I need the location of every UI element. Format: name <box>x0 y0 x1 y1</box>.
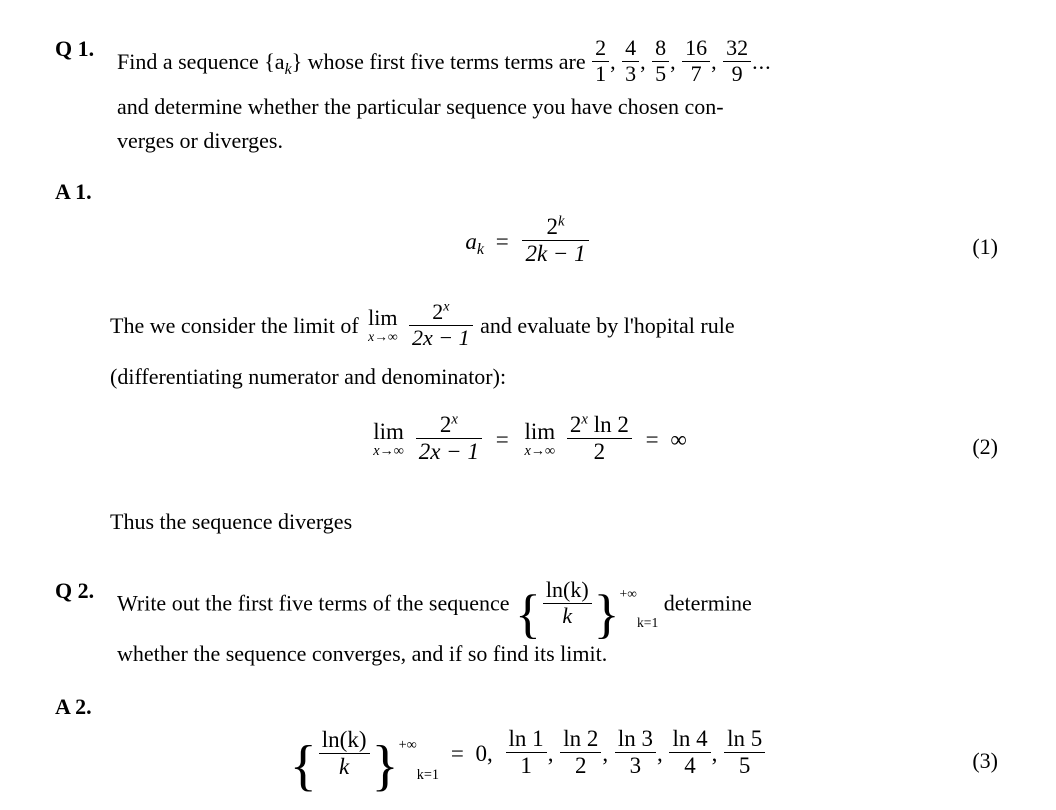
answer-1-paragraph <box>110 300 1010 393</box>
equation-3-term-3-den: 3 <box>615 752 656 779</box>
series-ellipsis: ... <box>752 49 772 75</box>
equation-3-subscript: k=1 <box>416 766 440 783</box>
series-term-4-den: 7 <box>682 61 710 87</box>
series-term-2-num: 4 <box>625 35 637 60</box>
equation-1-equals: = <box>495 228 509 254</box>
equation-2-frac1-num-base: 2 <box>439 412 452 437</box>
inline-limit-num-exponent: x <box>443 298 450 315</box>
series-term-3 <box>652 36 669 86</box>
inline-limit-den: 2x − 1 <box>409 325 473 351</box>
question-2-brace-right: } <box>593 583 620 644</box>
equation-3-equals: = <box>450 740 464 766</box>
answer-1-paragraph-line2: (differentiating numerator and denominator): <box>110 364 507 390</box>
equation-3-number: (3) <box>972 748 998 773</box>
answer-1-conclusion: Thus the sequence diverges <box>110 509 353 534</box>
equation-2-frac2-num-base: 2 <box>569 412 582 437</box>
equation-3 <box>0 726 1056 797</box>
equation-3-content <box>289 726 767 797</box>
question-1-label: Q 1. <box>55 36 95 61</box>
question-1-text-before: Find a sequence {a <box>117 49 285 75</box>
equation-3-seq-den: k <box>319 753 370 780</box>
equation-2-limit-2-sub: x→∞ <box>524 442 556 459</box>
equation-3-term-3 <box>615 726 656 779</box>
equation-3-term-4 <box>669 726 710 779</box>
equation-1-denominator: 2k − 1 <box>522 240 588 267</box>
equation-2-limit-1 <box>373 420 404 458</box>
inline-limit-main: lim <box>368 304 398 330</box>
inline-limit-num <box>409 300 473 325</box>
equation-2-number: (2) <box>972 434 998 459</box>
answer-1-text-a: The we consider the limit of <box>110 313 359 339</box>
question-2-subscript: k=1 <box>636 614 659 630</box>
equation-2-frac1-den: 2x − 1 <box>416 438 482 465</box>
equation-3-comma-1: , <box>547 740 554 766</box>
equation-3-term-5-den: 5 <box>724 752 765 779</box>
question-2-frac-num: ln(k) <box>545 577 589 602</box>
series-comma-2: , <box>640 49 646 75</box>
question-1-subscript: k <box>284 60 292 78</box>
equation-3-brace-left: { <box>289 734 317 797</box>
equation-2-frac1-num <box>416 412 482 438</box>
equation-3-term-2-num: ln 2 <box>563 726 599 751</box>
series-comma-3: , <box>670 49 676 75</box>
equation-1-num-exponent: k <box>558 213 565 230</box>
equation-2-frac2-num <box>567 412 632 438</box>
equation-2-frac2-num-exponent: x <box>581 411 588 428</box>
equation-3-brace-right: } <box>371 734 399 797</box>
equation-1-fraction <box>522 214 588 267</box>
inline-limit-operator <box>368 304 398 344</box>
equation-2 <box>0 412 1056 465</box>
equation-3-comma-3: , <box>656 740 663 766</box>
question-2-text-line2: whether the sequence converges, and if so find its limit. <box>117 640 608 666</box>
question-1-text-line1 <box>117 36 1005 86</box>
question-2-block <box>55 578 1005 669</box>
equation-3-sequence <box>289 727 440 797</box>
answer-2-label: A 2. <box>55 694 92 719</box>
question-2-label: Q 2. <box>55 578 95 603</box>
equation-1 <box>0 214 1056 267</box>
equation-3-term-1-num: ln 1 <box>508 726 544 751</box>
equation-3-term-3-num: ln 3 <box>617 726 653 751</box>
inline-limit-fraction <box>409 300 473 350</box>
series-term-3-den: 5 <box>652 61 669 87</box>
question-2-brace-left: { <box>515 583 541 644</box>
series-term-4 <box>682 36 710 86</box>
series-term-3-num: 8 <box>655 35 667 60</box>
equation-3-comma-2: , <box>602 740 609 766</box>
question-2-frac-den: k <box>543 603 592 629</box>
equation-3-term-2 <box>560 726 601 779</box>
series-comma-1: , <box>610 49 616 75</box>
equation-3-term-4-den: 4 <box>669 752 710 779</box>
question-1-series <box>591 35 772 86</box>
equation-3-seq-num: ln(k) <box>321 727 367 753</box>
series-comma-4: , <box>711 49 717 75</box>
equation-3-comma-4: , <box>711 740 718 766</box>
series-term-1-den: 1 <box>592 61 609 87</box>
equation-2-frac2-num-tail: ln 2 <box>587 412 629 437</box>
question-2-text-b: determine <box>663 590 752 616</box>
equation-1-lhs: a <box>465 228 477 254</box>
series-term-1-num: 2 <box>595 35 607 60</box>
equation-1-number: (1) <box>972 234 998 259</box>
equation-2-limit-1-sub: x→∞ <box>373 442 404 459</box>
equation-3-term-2-den: 2 <box>560 752 601 779</box>
equation-3-seq-fraction <box>319 727 370 780</box>
equation-2-frac2-den: 2 <box>567 438 632 465</box>
equation-3-term-5 <box>724 726 765 779</box>
equation-3-terms <box>505 726 767 778</box>
series-term-1 <box>592 36 609 86</box>
series-term-5-num: 32 <box>726 35 749 60</box>
equation-2-equals-1: = <box>495 426 509 452</box>
series-term-5-den: 9 <box>723 61 751 87</box>
equation-2-fraction-2 <box>567 412 632 465</box>
question-1-text-line3: verges or diverges. <box>117 127 283 153</box>
series-term-2-den: 3 <box>622 61 639 87</box>
equation-1-content <box>465 213 590 266</box>
equation-2-equals-2: = <box>645 426 659 452</box>
equation-2-limit-2-main: lim <box>524 418 556 444</box>
equation-2-content <box>369 411 687 464</box>
equation-1-num-base: 2 <box>546 214 559 239</box>
question-2-superscript: +∞ <box>619 586 637 602</box>
equation-2-frac1-num-exponent: x <box>451 411 458 428</box>
answer-1-text-b: and evaluate by l'hopital rule <box>480 313 735 339</box>
question-2-fraction <box>543 578 592 628</box>
equation-3-term-4-num: ln 4 <box>672 726 708 751</box>
equation-1-lhs-sub: k <box>476 240 484 258</box>
question-1-text-after: } whose first five terms terms are <box>291 49 586 75</box>
question-1-text-line2: and determine whether the particular sequence you have chosen con- <box>117 94 724 120</box>
equation-3-term-1-den: 1 <box>506 752 547 779</box>
question-2-text-line1 <box>117 577 1005 644</box>
equation-3-term-1 <box>506 726 547 779</box>
equation-3-term-5-num: ln 5 <box>727 726 763 751</box>
equation-2-rhs: ∞ <box>670 426 687 452</box>
inline-limit-sub: x→∞ <box>368 328 398 344</box>
equation-1-numerator <box>522 214 588 240</box>
equation-2-limit-1-main: lim <box>373 418 404 444</box>
answer-1-label: A 1. <box>55 179 92 204</box>
answer-1-paragraph-line1 <box>110 300 1010 350</box>
question-1-block <box>55 36 1005 156</box>
equation-3-zero: 0, <box>475 740 493 766</box>
series-term-2 <box>622 36 639 86</box>
inline-limit-num-base: 2 <box>432 299 444 324</box>
series-term-5 <box>723 36 751 86</box>
equation-3-superscript: +∞ <box>398 736 417 753</box>
question-2-sequence <box>515 577 659 644</box>
question-2-text-a: Write out the first five terms of the sequence <box>117 590 510 616</box>
series-term-4-num: 16 <box>685 35 708 60</box>
equation-2-limit-2 <box>524 420 555 458</box>
equation-2-fraction-1 <box>416 412 482 465</box>
